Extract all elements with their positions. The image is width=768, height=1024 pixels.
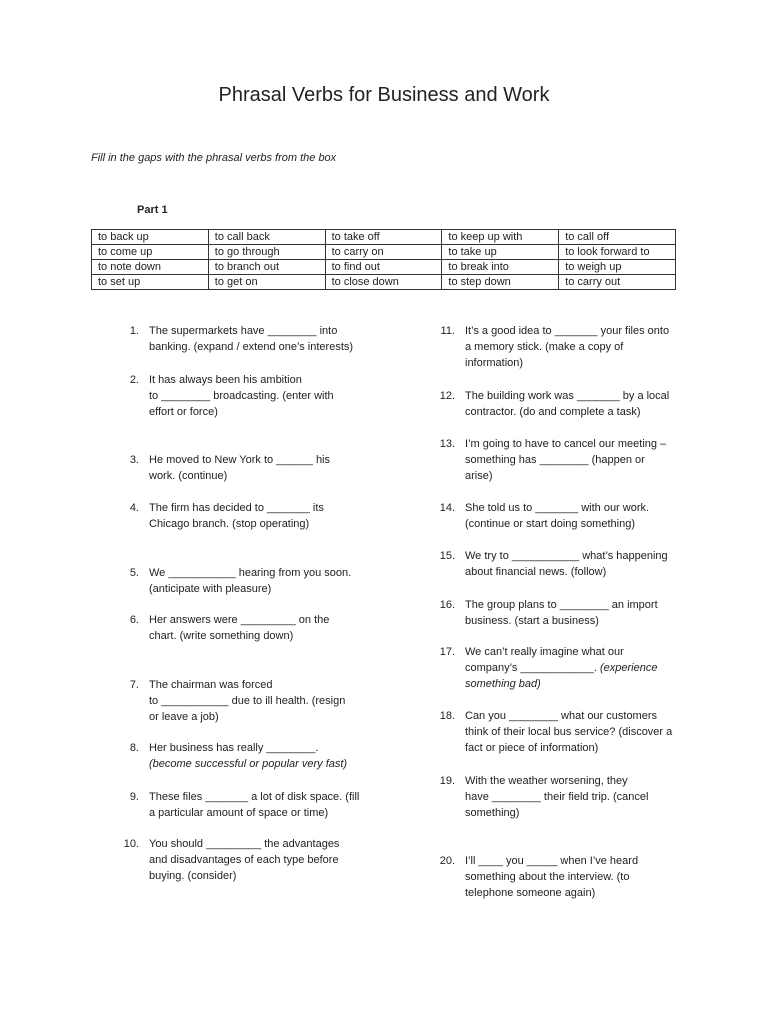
question-line: effort or force) <box>149 406 218 418</box>
question-line: telephone someone again) <box>465 887 596 899</box>
question-line: buying. (consider) <box>149 870 237 882</box>
question-number: 13. <box>439 438 455 450</box>
question-number: 14. <box>439 502 455 514</box>
question-number: 10. <box>123 838 139 850</box>
verb-box-row <box>92 260 676 275</box>
question-line: something bad) <box>465 678 541 690</box>
question-line: Her business has really ________. <box>149 742 319 754</box>
verb-box-cell: to branch out <box>208 260 325 275</box>
verb-box-cell: to call off <box>559 230 676 245</box>
question-line: He moved to New York to ______ his <box>149 454 331 466</box>
verb-box-cell: to take up <box>442 245 559 260</box>
question-line: She told us to _______ with our work. <box>465 502 650 514</box>
question-number: 4. <box>129 502 139 514</box>
question-text <box>149 677 379 725</box>
question-line: It’s a good idea to _______ your files onto <box>465 325 670 337</box>
verb-box-cell: to get on <box>208 275 325 290</box>
question-line: The firm has decided to _______ its <box>149 502 324 514</box>
question-line: (become successful or popular very fast) <box>149 758 348 770</box>
question-line: (continue or start doing something) <box>465 518 635 530</box>
verb-box-cell: to close down <box>325 275 442 290</box>
question-number: 12. <box>439 390 455 402</box>
question-line: The building work was _______ by a local <box>465 390 670 402</box>
question-text <box>149 836 379 884</box>
question-text <box>149 612 379 644</box>
question-text <box>465 708 695 756</box>
question-text <box>149 565 379 597</box>
question-line: something) <box>465 807 520 819</box>
verb-box-cell: to weigh up <box>559 260 676 275</box>
part-label: Part 1 <box>137 204 168 216</box>
question-number: 6. <box>129 614 139 626</box>
question-number: 17. <box>439 646 455 658</box>
question-number: 2. <box>129 374 139 386</box>
question-line: to ___________ due to ill health. (resign <box>149 695 346 707</box>
question-line: It has always been his ambition <box>149 374 302 386</box>
question-text <box>149 740 379 772</box>
question-number: 8. <box>129 742 139 754</box>
verb-box-row <box>92 275 676 290</box>
verb-box-cell: to back up <box>92 230 209 245</box>
question-text <box>149 452 379 484</box>
question-number: 19. <box>439 775 455 787</box>
question-line: The supermarkets have ________ into <box>149 325 338 337</box>
question-line: business. (start a business) <box>465 615 599 627</box>
question-line: We can’t really imagine what our <box>465 646 624 658</box>
verb-box-cell: to come up <box>92 245 209 260</box>
question-text <box>465 644 695 692</box>
question-number: 20. <box>439 855 455 867</box>
question-number: 3. <box>129 454 139 466</box>
question-line: information) <box>465 357 524 369</box>
question-line: Chicago branch. (stop operating) <box>149 518 310 530</box>
question-line: to ________ broadcasting. (enter with <box>149 390 334 402</box>
question-number: 7. <box>129 679 139 691</box>
verb-box-cell: to call back <box>208 230 325 245</box>
question-line: We try to ___________ what’s happening <box>465 550 668 562</box>
question-line: a particular amount of space or time) <box>149 807 329 819</box>
verb-box-cell: to carry on <box>325 245 442 260</box>
question-text <box>149 500 379 532</box>
verb-box-cell: to set up <box>92 275 209 290</box>
question-number: 15. <box>439 550 455 562</box>
question-line: or leave a job) <box>149 711 219 723</box>
question-line: contractor. (do and complete a task) <box>465 406 641 418</box>
verb-box-row <box>92 230 676 245</box>
instruction-text: Fill in the gaps with the phrasal verbs from the box <box>91 152 337 164</box>
question-number: 9. <box>129 791 139 803</box>
verb-box-row <box>92 245 676 260</box>
question-line: think of their local bus service? (discover a <box>465 726 673 738</box>
verb-box-cell: to take off <box>325 230 442 245</box>
question-line: With the weather worsening, they <box>465 775 628 787</box>
question-line: These files _______ a lot of disk space. (fill <box>149 791 360 803</box>
question-line: Her answers were _________ on the <box>149 614 330 626</box>
question-line: something about the interview. (to <box>465 871 630 883</box>
verb-box-cell: to look forward to <box>559 245 676 260</box>
question-line: Can you ________ what our customers <box>465 710 658 722</box>
question-line: (anticipate with pleasure) <box>149 583 272 595</box>
question-text <box>149 789 379 821</box>
page-title: Phrasal Verbs for Business and Work <box>218 84 550 106</box>
question-number: 11. <box>440 325 455 337</box>
question-text <box>465 436 695 484</box>
question-line: about financial news. (follow) <box>465 566 607 578</box>
question-text <box>465 323 695 371</box>
question-text <box>465 597 695 629</box>
verb-box-cell: to go through <box>208 245 325 260</box>
question-line: banking. (expand / extend one’s interests) <box>149 341 354 353</box>
verb-box-cell: to carry out <box>559 275 676 290</box>
question-text <box>465 548 695 580</box>
question-line: have ________ their field trip. (cancel <box>465 791 649 803</box>
question-text <box>149 372 379 420</box>
question-line: something has ________ (happen or <box>465 454 645 466</box>
question-line: I’ll ____ you _____ when I’ve heard <box>465 855 639 867</box>
question-number: 18. <box>439 710 455 722</box>
verb-box-cell: to keep up with <box>442 230 559 245</box>
phrasal-verb-box <box>91 229 676 290</box>
verb-box-cell: to note down <box>92 260 209 275</box>
question-text <box>149 323 379 355</box>
question-line: chart. (write something down) <box>149 630 294 642</box>
question-line: company’s ____________. (experience <box>465 662 658 674</box>
question-text <box>465 500 695 532</box>
question-line: We ___________ hearing from you soon. <box>149 567 352 579</box>
question-line: fact or piece of information) <box>465 742 599 754</box>
question-number: 5. <box>129 567 139 579</box>
verb-box-cell: to break into <box>442 260 559 275</box>
question-line: The group plans to ________ an import <box>465 599 658 611</box>
question-line: and disadvantages of each type before <box>149 854 339 866</box>
question-line: a memory stick. (make a copy of <box>465 341 624 353</box>
question-line: arise) <box>465 470 493 482</box>
question-number: 1. <box>129 325 139 337</box>
verb-box-cell: to step down <box>442 275 559 290</box>
question-text <box>465 853 695 901</box>
question-text <box>465 773 695 821</box>
question-line: work. (continue) <box>149 470 228 482</box>
question-line: I’m going to have to cancel our meeting – <box>465 438 667 450</box>
question-number: 16. <box>439 599 455 611</box>
question-line: The chairman was forced <box>149 679 273 691</box>
verb-box-cell: to find out <box>325 260 442 275</box>
question-line: You should _________ the advantages <box>149 838 340 850</box>
question-text <box>465 388 695 420</box>
